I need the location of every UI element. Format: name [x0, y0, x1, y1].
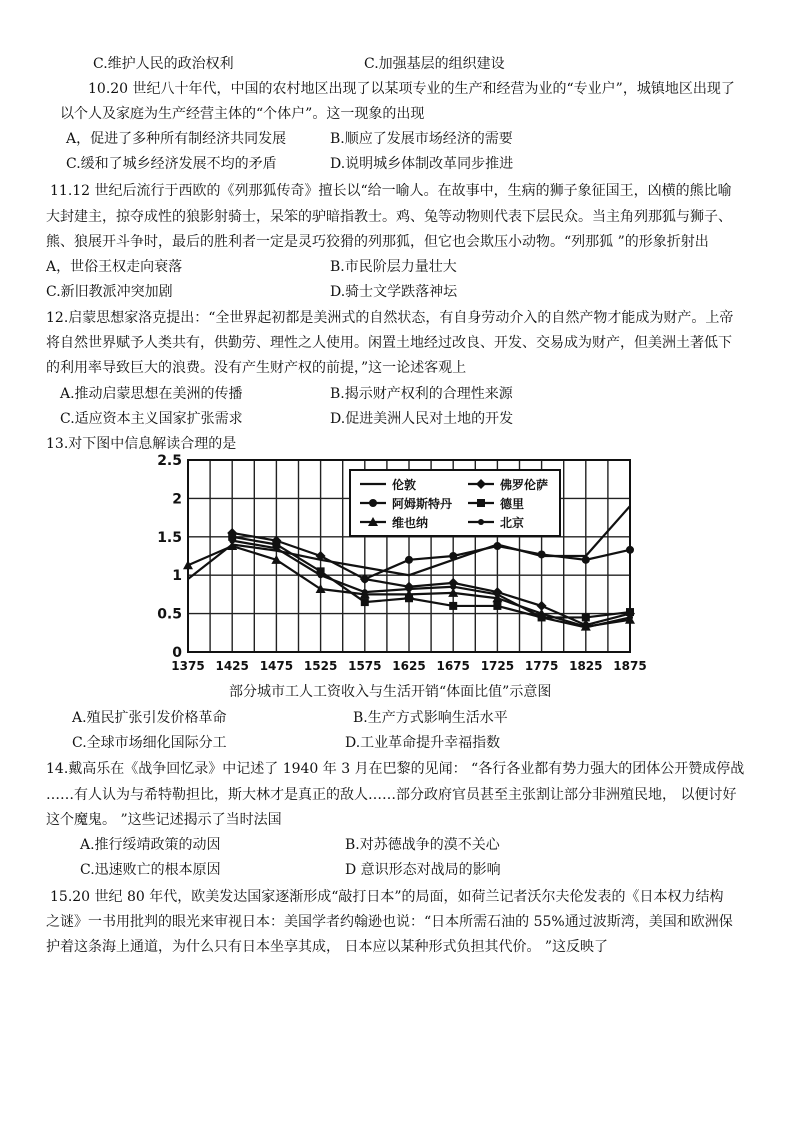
x-tick-label: 1825 [569, 659, 603, 673]
chart-legend [350, 470, 560, 536]
q10-option-c: C.缓和了城乡经济发展不均的矛盾 [66, 156, 277, 172]
x-tick-label: 1625 [392, 659, 426, 673]
legend-label: 德里 [500, 497, 525, 511]
q10-option-d: D.说明城乡体制改革同步推进 [330, 156, 514, 172]
q12-stem-line-1: 12.启蒙思想家洛克提出：“全世界起初都是美洲式的自然状态，有自身劳动介入的自然产物才能成为财产。上帝 [46, 310, 734, 326]
q11-option-d: D.骑士文学跌落神坛 [330, 284, 458, 300]
series-point [582, 556, 590, 564]
y-tick-label: 0.5 [157, 606, 182, 623]
x-tick-label: 1375 [171, 659, 205, 673]
series-point [627, 614, 633, 620]
x-tick-label: 1425 [215, 659, 249, 673]
y-tick-label: 1 [172, 568, 182, 585]
series-point [449, 552, 457, 560]
q14-option-a: A.推行绥靖政策的动因 [80, 837, 221, 853]
wage-ratio-line-chart [150, 452, 647, 677]
q9-option-c: C.维护人民的政治权利 [93, 56, 234, 72]
series-point [405, 556, 413, 564]
series-point [626, 546, 634, 554]
q11-option-c: C.新旧教派冲突加剧 [46, 284, 173, 300]
series-point [449, 602, 457, 610]
legend-label: 阿姆斯特丹 [392, 497, 453, 511]
y-tick-label: 2 [172, 491, 182, 508]
y-tick-label: 1.5 [157, 529, 182, 546]
q14-option-b: B.对苏德战争的漠不关心 [345, 837, 500, 853]
q10-option-a: A，促进了多种所有制经济共同发展 [66, 131, 287, 147]
q12-option-a: A.推动启蒙思想在美洲的传播 [60, 386, 243, 402]
q11-option-a: A，世俗王权走向衰落 [46, 259, 183, 275]
legend-label: 北京 [500, 516, 525, 530]
q10-stem-line-2: 以个人及家庭为生产经营主体的“个体户”。这一现象的出现 [60, 106, 425, 122]
series-point [362, 589, 368, 595]
series-point [538, 550, 546, 558]
q15-stem-line-3: 护着这条海上通道，为什么只有日本坐享其成， 日本应以某种形式负担其代价。 ”这反映了 [46, 939, 609, 955]
legend-label: 伦敦 [392, 478, 417, 492]
q14-stem-line-3: 这个魔鬼。 ”这些记述揭示了当时法国 [46, 812, 282, 828]
q15-stem-line-1: 15.20 世纪 80 年代，欧美发达国家逐渐形成“敲打日本”的局面，如荷兰记者沃尔夫伦发表的《日本权力结构 [50, 889, 724, 905]
series-point [539, 614, 545, 620]
q9-option-d: C.加强基层的组织建设 [364, 56, 505, 72]
q10-stem-line-1: 10.20 世纪八十年代，中国的农村地区出现了以某项专业的生产和经营为业的“专业户”，城镇地区出现了 [88, 81, 735, 97]
series-point [582, 613, 590, 621]
series-point [583, 624, 589, 630]
series-point [406, 586, 412, 592]
q11-stem-line-3: 熊、狼展开斗争时，最后的胜利者一定是灵巧狡猾的列那狐，但它也会欺压小动物。“列那狐 ”的形象折射出 [46, 234, 709, 250]
chart-caption: 部分城市工人工资收入与生活开销“体面比值”示意图 [229, 684, 552, 700]
q14-stem-line-2: ……有人认为与希特勒担比，斯大林才是真正的敌人……部分政府官员甚至主张割让部分非洲殖民地， 以便讨好 [46, 787, 737, 803]
x-tick-label: 1475 [259, 659, 294, 673]
series-point [493, 542, 501, 550]
legend-marker [477, 499, 485, 507]
q14-option-d: D 意识形态对战局的影响 [345, 862, 501, 878]
q14-stem-line-1: 14.戴高乐在《战争回忆录》中记述了 1940 年 3 月在巴黎的见闻： “各行各业都有势力强大的团体公开赞成停战 [46, 761, 745, 777]
series-point [318, 572, 324, 578]
series-point [494, 591, 500, 597]
q15-stem-line-2: 之谜》一书用批判的眼光来审视日本：美国学者约翰逊也说：“日本所需石油的 55%通过波斯湾，美国和欧洲保 [46, 914, 733, 930]
series-point [229, 538, 235, 544]
legend-label: 维也纳 [392, 516, 429, 530]
series-point [450, 584, 456, 590]
q11-stem-line-2: 大封建主，掠夺成性的狼影射骑士，呆笨的驴暗指教士。鸡、兔等动物则代表下层民众。当主角列那狐与狮子、 [46, 209, 732, 225]
q13-option-b: B.生产方式影响生活水平 [353, 710, 508, 726]
q10-option-b: B.顺应了发展市场经济的需要 [330, 131, 513, 147]
series-point [537, 601, 547, 611]
series-point [361, 598, 369, 606]
legend-marker [478, 519, 484, 525]
y-tick-label: 0 [172, 645, 182, 661]
q12-option-d: D.促进美洲人民对土地的开发 [330, 411, 514, 427]
q11-option-b: B.市民阶层力量壮大 [330, 259, 457, 275]
q12-stem-line-3: 的利用率导致巨大的浪费。没有产生财产权的前提，”这一论述客观上 [46, 360, 467, 376]
q13-option-d: D.工业革命提升幸福指数 [345, 735, 501, 751]
x-tick-label: 1775 [524, 659, 559, 673]
q13-option-a: A.殖民扩张引发价格革命 [72, 710, 227, 726]
legend-label: 佛罗伦萨 [500, 478, 549, 492]
q14-option-c: C.迅速败亡的根本原因 [80, 862, 221, 878]
q12-option-b: B.揭示财产权利的合理性来源 [330, 386, 513, 402]
legend-marker [369, 499, 377, 507]
q12-stem-line-2: 将自然世界赋予人类共有，供勤劳、理性之人使用。闲置土地经过改良、开发、交易成为财产，但美洲土著低下 [46, 335, 732, 351]
x-tick-label: 1725 [480, 659, 515, 673]
series-point [273, 545, 279, 551]
x-tick-label: 1875 [613, 659, 647, 673]
y-tick-label: 2.5 [157, 453, 182, 469]
series-point [405, 594, 413, 602]
x-tick-label: 1525 [303, 659, 338, 673]
q13-stem: 13.对下图中信息解读合理的是 [46, 436, 237, 452]
x-tick-label: 1575 [348, 659, 382, 673]
q13-option-c: C.全球市场细化国际分工 [72, 735, 227, 751]
x-tick-label: 1675 [436, 659, 470, 673]
q11-stem-line-1: 11.12 世纪后流行于西欧的《列那狐传奇》擅长以“给一喻人。在故事中，生病的狮子象征国王，凶横的熊比喻 [50, 183, 732, 199]
series-point [493, 602, 501, 610]
q12-option-c: C.适应资本主义国家扩张需求 [60, 411, 243, 427]
